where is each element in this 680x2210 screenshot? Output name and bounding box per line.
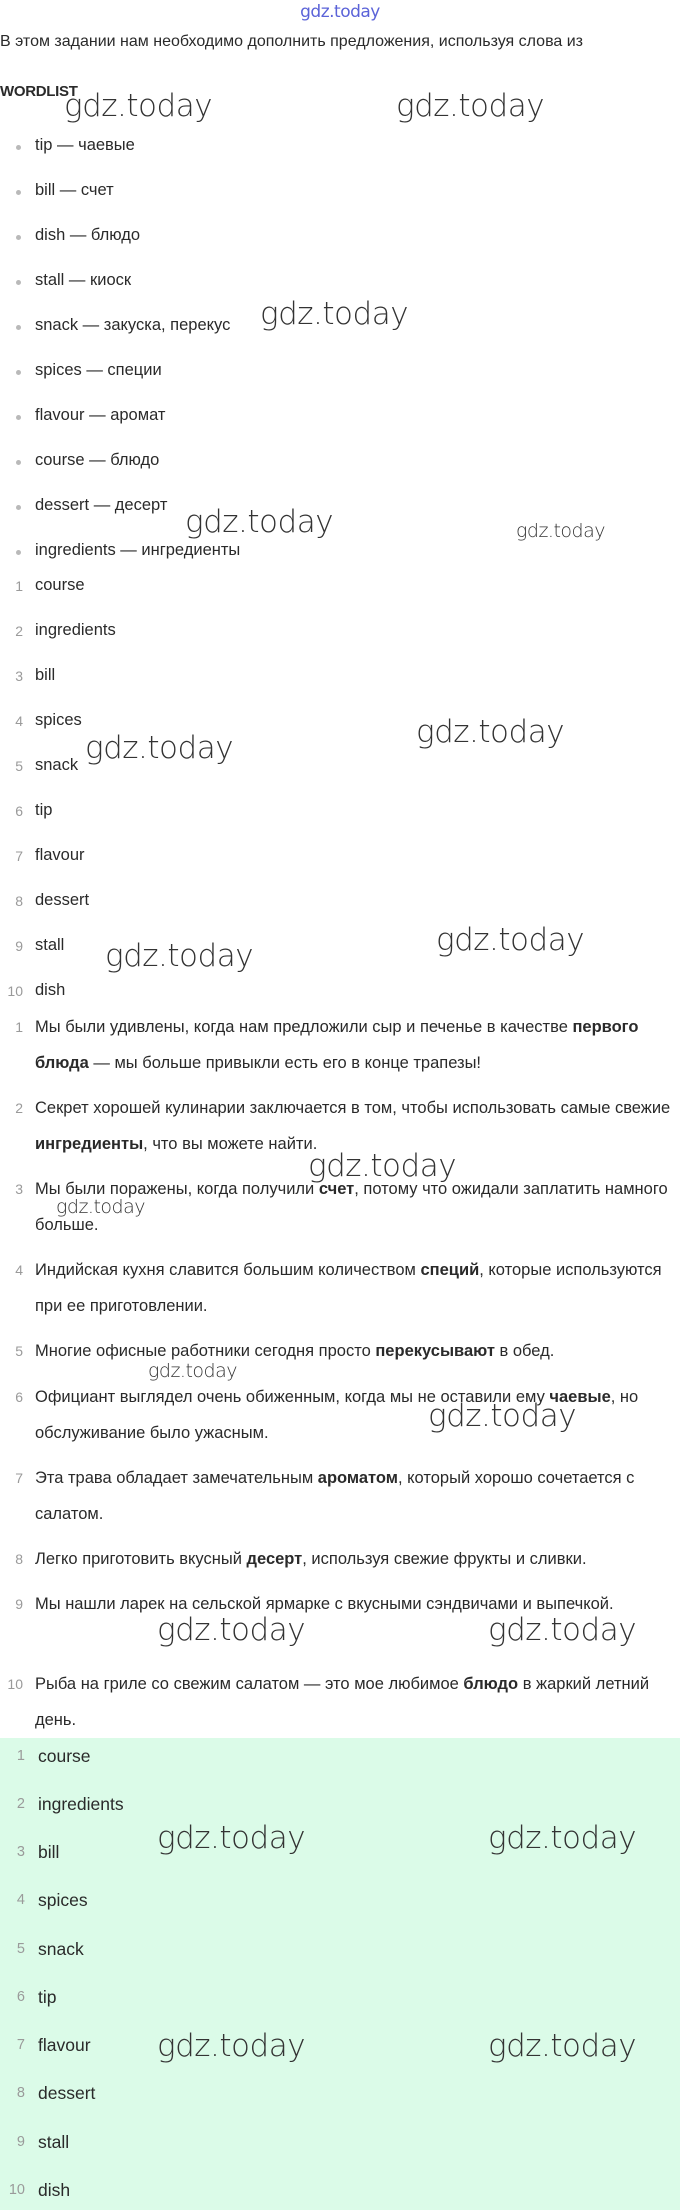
intro-text: В этом задании нам необходимо дополнить предложения, используя слова из: [0, 33, 584, 50]
answer-word: перекусывают: [375, 1342, 495, 1360]
sentence-text: Рыба на гриле со свежим салатом — это мое любимое блюдо в жаркий летний день.: [35, 1675, 650, 1729]
sentence-number: 2: [15, 1100, 23, 1116]
item-number: 3: [15, 668, 23, 684]
sentence-number: 9: [15, 1596, 23, 1612]
answer-word: десерт: [246, 1550, 303, 1568]
item-word: tip: [35, 801, 53, 819]
watermark: gdz.today: [148, 1360, 237, 1382]
item-word: bill: [35, 666, 56, 684]
wordlist-item: stall — киоск: [35, 271, 132, 289]
watermark: gdz.today: [396, 88, 545, 124]
item-number: 7: [16, 2037, 25, 2053]
item-number: 4: [15, 713, 23, 729]
wordlist-item: spices — специи: [35, 361, 162, 379]
watermark: gdz.today: [516, 520, 605, 542]
watermark: gdz.today: [488, 1612, 637, 1648]
item-number: 3: [16, 1844, 25, 1860]
sentence-number: 1: [15, 1019, 23, 1035]
item-word: bill: [38, 1842, 60, 1862]
item-word: stall: [38, 2132, 70, 2152]
item-number: 8: [16, 2085, 25, 2101]
watermark: gdz.today: [157, 1612, 306, 1648]
item-word: snack: [35, 756, 79, 774]
item-word: ingredients: [38, 1794, 124, 1814]
watermark: gdz.today: [488, 2028, 637, 2064]
sentence-item: [0, 1333, 680, 1369]
watermark: gdz.today: [157, 1820, 306, 1856]
watermark: gdz.today: [185, 504, 334, 540]
watermark: gdz.today: [428, 1398, 577, 1434]
answer-word: блюдо: [463, 1675, 519, 1693]
answer-word: чаевые: [549, 1388, 611, 1406]
item-word: ingredients: [35, 621, 116, 639]
sentence-number: 3: [15, 1181, 23, 1197]
answer-word: счет: [318, 1180, 355, 1198]
wordlist-heading: WORDLIST: [0, 83, 78, 100]
sentence-item: [0, 1009, 680, 1081]
item-word: course: [35, 576, 85, 594]
item-number: 4: [16, 1892, 25, 1908]
item-word: dessert: [38, 2083, 96, 2103]
watermark: gdz.today: [260, 296, 409, 332]
sentence-text: Эта трава обладает замечательным ароматом, который хорошо сочетается с салатом.: [35, 1469, 635, 1523]
item-word: dish: [35, 981, 66, 999]
sentence-number: 4: [15, 1262, 23, 1278]
watermark: gdz.today: [488, 1820, 637, 1856]
wordlist-item: course — блюдо: [35, 451, 160, 469]
watermark: gdz.today: [436, 922, 585, 958]
sentence-text: Мы нашли ларек на сельской ярмарке с вкусными сэндвичами и выпечкой.: [35, 1595, 614, 1613]
sentence-text: Легко приготовить вкусный десерт, используя свежие фрукты и сливки.: [35, 1550, 587, 1568]
item-number: 8: [15, 893, 23, 909]
answer-word: ингредиенты: [35, 1135, 144, 1153]
answer-word: специй: [420, 1261, 480, 1279]
sentence-number: 10: [7, 1676, 23, 1692]
item-word: spices: [35, 711, 82, 729]
item-number: 2: [16, 1796, 25, 1812]
answer-word: первого блюда: [35, 1018, 639, 1072]
item-word: tip: [38, 1987, 57, 2007]
sentence-item: [0, 1252, 680, 1324]
item-word: dish: [38, 2180, 71, 2200]
item-word: flavour: [35, 846, 85, 864]
wordlist-item: dish — блюдо: [35, 226, 141, 244]
sentence-text: Мы были поражены, когда получили счет, потому что ожидали заплатить намного больше.: [35, 1180, 668, 1234]
watermark: gdz.today: [85, 730, 234, 766]
watermark: gdz.today: [56, 1196, 145, 1218]
wordlist-item: dessert — десерт: [35, 496, 168, 514]
item-number: 5: [16, 1941, 25, 1957]
item-number: 9: [15, 938, 23, 954]
item-number: 2: [15, 623, 23, 639]
sentence-text: Секрет хорошей кулинарии заключается в том, чтобы использовать самые свежие ингредиенты, что вы можете найти.: [35, 1099, 671, 1153]
watermark: gdz.today: [64, 88, 213, 124]
item-number: 1: [16, 1748, 25, 1764]
item-word: dessert: [35, 891, 90, 909]
sentence-text: Официант выглядел очень обиженным, когда мы не оставили ему чаевые, но обслуживание было ужасным.: [35, 1388, 639, 1442]
answer-box: [0, 1738, 680, 2210]
item-word: flavour: [38, 2035, 91, 2055]
wordlist-item: snack — закуска, перекус: [35, 316, 231, 334]
sentence-item: [0, 1541, 680, 1577]
wordlist-item: ingredients — ингредиенты: [35, 541, 241, 559]
item-word: snack: [38, 1939, 84, 1959]
item-word: spices: [38, 1890, 88, 1910]
watermark: gdz.today: [105, 938, 254, 974]
watermark: gdz.today: [308, 1148, 457, 1184]
sentence-text: Мы были удивлены, когда нам предложили сыр и печенье в качестве первого блюда — мы больше привыкли есть его в конце трапезы!: [35, 1018, 639, 1072]
sentence-number: 8: [15, 1551, 23, 1567]
sentence-number: 5: [15, 1343, 23, 1359]
sentence-item: [0, 1666, 680, 1738]
item-number: 6: [16, 1989, 25, 2005]
sentence-text: Многие офисные работники сегодня просто перекусывают в обед.: [35, 1342, 555, 1360]
watermark: gdz.today: [157, 2028, 306, 2064]
sentence-number: 6: [15, 1389, 23, 1405]
wordlist-item: flavour — аромат: [35, 406, 166, 424]
item-number: 10: [8, 2182, 25, 2198]
item-number: 10: [7, 983, 23, 999]
item-number: 5: [15, 758, 23, 774]
sentence-number: 7: [15, 1470, 23, 1486]
item-word: course: [38, 1746, 91, 1766]
site-logo[interactable]: gdz.today: [300, 2, 380, 22]
item-number: 9: [16, 2134, 25, 2150]
sentence-item: [0, 1379, 680, 1451]
item-number: 7: [15, 848, 23, 864]
item-number: 6: [15, 803, 23, 819]
watermark: gdz.today: [416, 714, 565, 750]
answer-word: ароматом: [317, 1469, 398, 1487]
wordlist-item: tip — чаевые: [35, 136, 135, 154]
sentence-item: [0, 1460, 680, 1532]
sentence-text: Индийская кухня славится большим количеством специй, которые используются при ее приготовлении.: [35, 1261, 662, 1315]
item-number: 1: [15, 578, 23, 594]
item-word: stall: [35, 936, 65, 954]
wordlist-item: bill — счет: [35, 181, 114, 199]
